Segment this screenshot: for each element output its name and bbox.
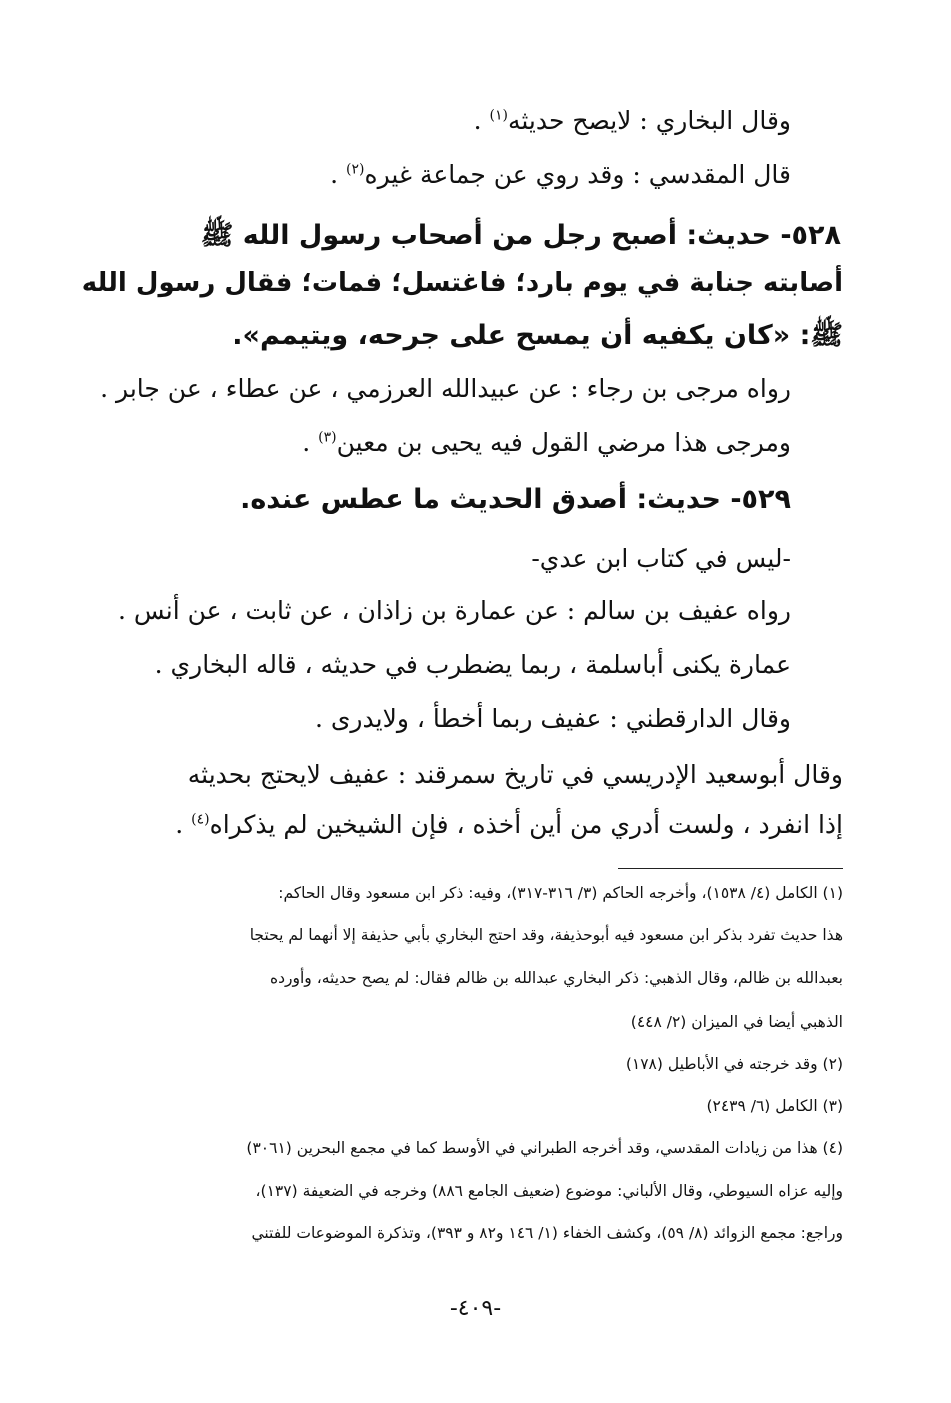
text-line	[330, 160, 791, 189]
footnote-line: هذا حديث تفرد بذكر ابن مسعود فيه أبوحذيفة، وقد احتج البخاري بأبي حذيفة إلا أنهما لم يحتجا	[249, 926, 843, 944]
text-line	[302, 428, 791, 457]
line-end: .	[473, 106, 490, 135]
text-line	[474, 106, 791, 135]
footnote-ref: (٤)	[191, 811, 210, 828]
line-text: إذا انفرد ، ولست أدري من أين أخذه ، فإن الشيخين لم يذكراه	[209, 810, 843, 839]
line-end: .	[330, 160, 347, 189]
text-line: رواه عفيف بن سالم : عن عمارة بن زاذان ، عن ثابت ، عن أنس .	[118, 596, 791, 625]
footnote-line: وإليه عزاه السيوطي، وقال الألباني: موضوع (ضعيف الجامع ٨٨٦) وخرجه في الضعيفة (١٣٧)،	[255, 1182, 843, 1200]
text-line	[175, 810, 843, 839]
footnote-line: (١) الكامل (٤/ ١٥٣٨)، وأخرجه الحاكم (٣/ ٣١٦-٣١٧)، وفيه: ذكر ابن مسعود وقال الحاكم:	[278, 884, 843, 902]
hadith-528-text: أصابته جنابة في يوم بارد؛ فاغتسل؛ فمات؛ فقال رسول الله	[81, 268, 843, 298]
line-text: وقال البخاري : لايصح حديثه	[507, 106, 791, 135]
footnote-ref: (٣)	[318, 429, 337, 446]
text-line: وقال أبوسعيد الإدريسي في تاريخ سمرقند : عفيف لايحتج بحديثه	[187, 760, 843, 789]
text-line: عمارة يكنى أباسلمة ، ربما يضطرب في حديثه ، قاله البخاري .	[154, 650, 791, 679]
hadith-529-heading: ٥٢٩- حديث: أصدق الحديث ما عطس عنده.	[240, 484, 791, 515]
text-line: رواه مرجى بن رجاء : عن عبيدالله العرزمي ، عن عطاء ، عن جابر .	[100, 374, 791, 403]
page-number: -٤٠٩-	[449, 1296, 502, 1321]
footnote-separator	[618, 868, 843, 869]
line-text: قال المقدسي : وقد روي عن جماعة غيره	[364, 160, 791, 189]
footnote-line: (٤) هذا من زيادات المقدسي، وقد أخرجه الطبراني في الأوسط كما في مجمع البحرين (٣٠٦١)	[246, 1139, 843, 1157]
footnote-line: (٣) الكامل (٦/ ٢٤٣٩)	[706, 1097, 843, 1115]
text-line: وقال الدارقطني : عفيف ربما أخطأ ، ولايدرى .	[314, 704, 791, 733]
footnote-line: الذهبي أيضا في الميزان (٢/ ٤٤٨)	[630, 1013, 843, 1031]
text-line: -ليس في كتاب ابن عدي-	[531, 544, 791, 573]
footnote-line: (٢) وقد خرجته في الأباطيل (١٧٨)	[625, 1055, 843, 1073]
footnote-line: وراجع: مجمع الزوائد (٨/ ٥٩)، وكشف الخفاء (١/ ١٤٦ و٨٢ و ٣٩٣)، وتذكرة الموضوعات للفتني	[251, 1224, 843, 1242]
footnote-line: بعبدالله بن ظالم، وقال الذهبي: ذكر البخاري عبدالله بن ظالم فقال: لم يصح حديثه، وأورده	[270, 969, 843, 987]
line-text: ومرجى هذا مرضي القول فيه يحيى بن معين	[336, 428, 791, 457]
hadith-528-heading: ٥٢٨- حديث: أصبح رجل من أصحاب رسول الله ﷺ	[200, 220, 841, 251]
line-end: .	[302, 428, 319, 457]
hadith-528-text: ﷺ: «كان يكفيه أن يمسح على جرحه، ويتيمم».	[232, 320, 843, 351]
footnote-ref: (١)	[489, 107, 508, 124]
footnote-ref: (٢)	[346, 161, 365, 178]
line-end: .	[175, 810, 192, 839]
